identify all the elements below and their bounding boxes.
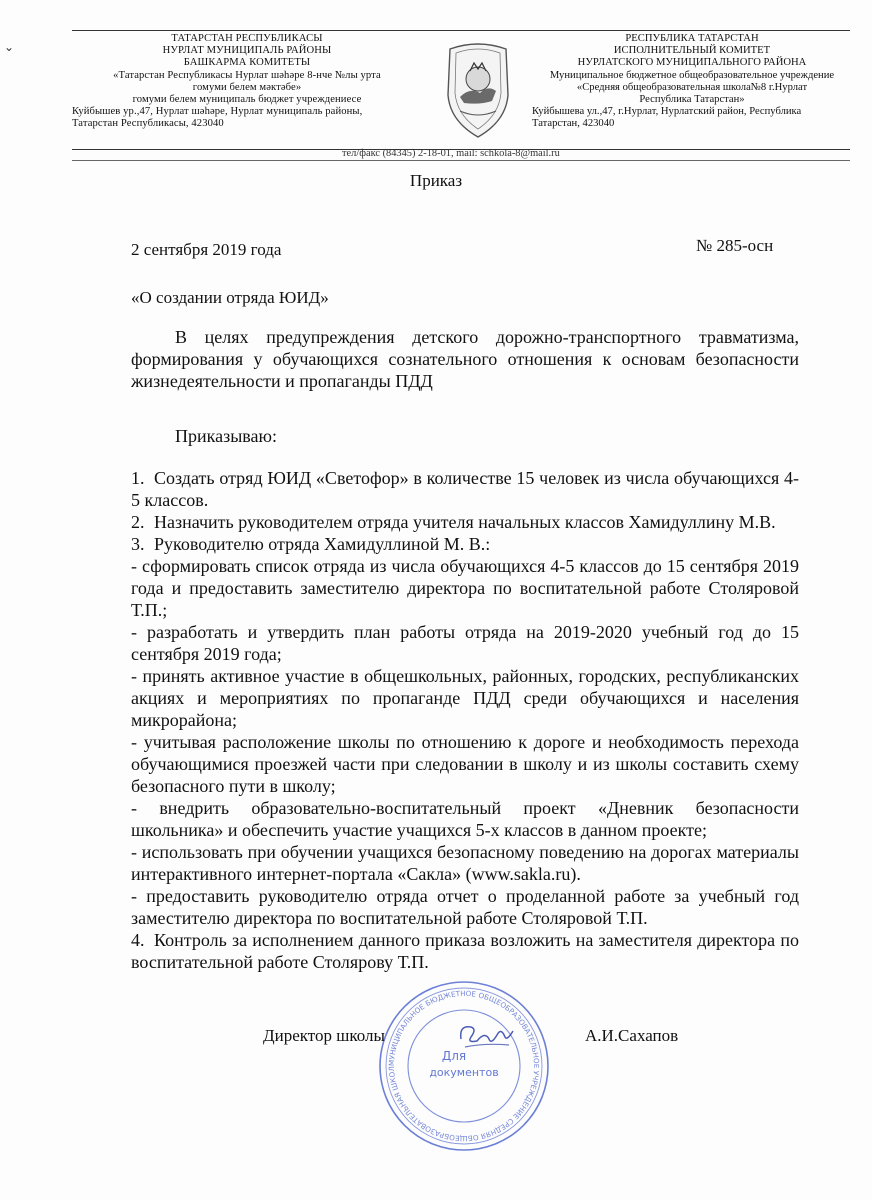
document-number: № 285-осн	[696, 236, 774, 255]
document-date: 2 сентября 2019 года	[131, 240, 282, 259]
coat-of-arms-icon	[430, 35, 526, 143]
list-item	[131, 621, 799, 665]
list-item	[131, 467, 799, 511]
lh-left-address: Куйбышев ур.,47, Нурлат шәһәре, Нурлат муниципаль районы,	[72, 106, 363, 118]
lh-left-line: «Татарстан Республикасы Нурлат шәһәре 8-нче №лы урта	[113, 69, 381, 81]
lh-left-line: НУРЛАТ МУНИЦИПАЛЬ РАЙОНЫ	[162, 45, 332, 57]
list-item	[131, 665, 799, 731]
stamp-center-1: Для	[441, 1049, 467, 1063]
lh-right-line: ИСПОЛНИТЕЛЬНЫЙ КОМИТЕТ	[613, 45, 771, 57]
lh-left-line: БАШКАРМА КОМИТЕТЫ	[183, 57, 311, 69]
list-item	[131, 885, 799, 929]
signature-name: А.И.Сахапов	[585, 1026, 679, 1045]
list-item-text: - использовать при обучении учащихся безопасному поведению на дорогах материалы интерактивного интернет-портала «Сакла» (www.sakla.ru).	[131, 842, 799, 884]
list-item-text: Назначить руководителем отряда учителя начальных классов Хамидуллину М.В.	[154, 512, 776, 532]
lh-left-address: Татарстан Республикасы, 423040	[72, 118, 224, 130]
contact-line: тел/факс (84345) 2-18-01, mail: schkola-8@mail.ru	[72, 148, 850, 161]
lh-right-line: Муниципальное бюджетное общеобразовательное учреждение	[549, 69, 835, 81]
list-item-text: - сформировать список отряда из числа обучающихся 4-5 классов до 15 сентября 2019 года и предоставить заместителю директора по воспитательной работе Столяровой Т.П.;	[131, 556, 799, 620]
stamp-ring-text: МУНИЦИПАЛЬНОЕ БЮДЖЕТНОЕ ОБЩЕОБРАЗОВАТЕЛЬНОЕ УЧРЕЖДЕНИЕ СРЕДНЯЯ ОБЩЕОБРАЗОВАТЕЛЬНАЯ ШКОЛ	[386, 988, 542, 1144]
list-item-number: 4.	[131, 930, 145, 950]
lh-right-line: НУРЛАТСКОГО МУНИЦИПАЛЬНОГО РАЙОНА	[577, 57, 807, 69]
list-item-text: Контроль за исполнением данного приказа возложить на заместителя директора по воспитательной работе Столярову Т.П.	[131, 930, 799, 972]
list-item-text: - внедрить образовательно-воспитательный проект «Дневник безопасности школьника» и обеспечить участие учащихся 5-х классов в данном проекте;	[131, 798, 799, 840]
list-item	[131, 841, 799, 885]
list-item-text: - учитывая расположение школы по отношению к дороге и необходимость перехода обучающимися проезжей части при следовании в школу и из школы составить схему безопасного пути в школу;	[131, 732, 799, 796]
lh-right-line: РЕСПУБЛИКА ТАТАРСТАН	[625, 33, 759, 44]
order-word: Приказываю:	[175, 426, 277, 446]
lh-right-address: Куйбышева ул.,47, г.Нурлат, Нурлатский район, Республика	[532, 106, 802, 118]
list-item-number: 2.	[131, 512, 145, 532]
list-item-text: - принять активное участие в общешкольных, районных, городских, республиканских акциях и мероприятиях по пропаганде ПДД среди обучающихся и населения микрорайона;	[131, 666, 799, 730]
lh-left-line: гомуми белем мәктәбе»	[192, 81, 302, 93]
letterhead-left	[72, 33, 422, 131]
list-item-text: - предоставить руководителю отряда отчет о проделанной работе за учебный год заместителю директора по воспитательной работе Столяровой Т.П.	[131, 886, 799, 928]
list-item	[131, 731, 799, 797]
document-title: Приказ	[409, 171, 463, 190]
list-item-text: - разработать и утвердить план работы отряда на 2019-2020 учебный год до 15 сентября 2019 года;	[131, 622, 799, 664]
list-item	[131, 533, 799, 555]
lh-left-line: гомуми белем муниципаль бюджет учреждениесе	[132, 94, 362, 106]
order-list	[131, 467, 799, 973]
handwritten-signature	[455, 1017, 515, 1053]
document-subject: «О создании отряда ЮИД»	[131, 288, 329, 307]
list-item-text: Руководителю отряда Хамидуллиной М. В.:	[154, 534, 491, 554]
lh-right-address: Татарстан, 423040	[532, 118, 615, 130]
official-stamp	[376, 978, 552, 1154]
letterhead-right	[532, 33, 852, 131]
scan-mark: ⌄	[4, 40, 15, 54]
list-item-text: Создать отряд ЮИД «Светофор» в количестве 15 человек из числа обучающихся 4-5 классов.	[131, 468, 799, 510]
list-item-number: 1.	[131, 468, 145, 488]
list-item	[131, 929, 799, 973]
lh-right-line: Республика Татарстан»	[639, 94, 745, 106]
lh-right-line: «Средняя общеобразовательная школа№8 г.Нурлат	[576, 81, 808, 93]
letterhead	[72, 30, 850, 150]
intro-paragraph: В целях предупреждения детского дорожно-транспортного травматизма, формирования у обучающихся сознательного отношения к основам безопасности жизнедеятельности и пропаганды ПДД	[131, 327, 799, 391]
lh-left-line: ТАТАРСТАН РЕСПУБЛИКАСЫ	[171, 33, 323, 44]
stamp-center-2: документов	[429, 1066, 499, 1079]
signature-role: Директор школы	[263, 1026, 385, 1045]
list-item-number: 3.	[131, 534, 145, 554]
list-item	[131, 555, 799, 621]
list-item	[131, 511, 799, 533]
list-item	[131, 797, 799, 841]
